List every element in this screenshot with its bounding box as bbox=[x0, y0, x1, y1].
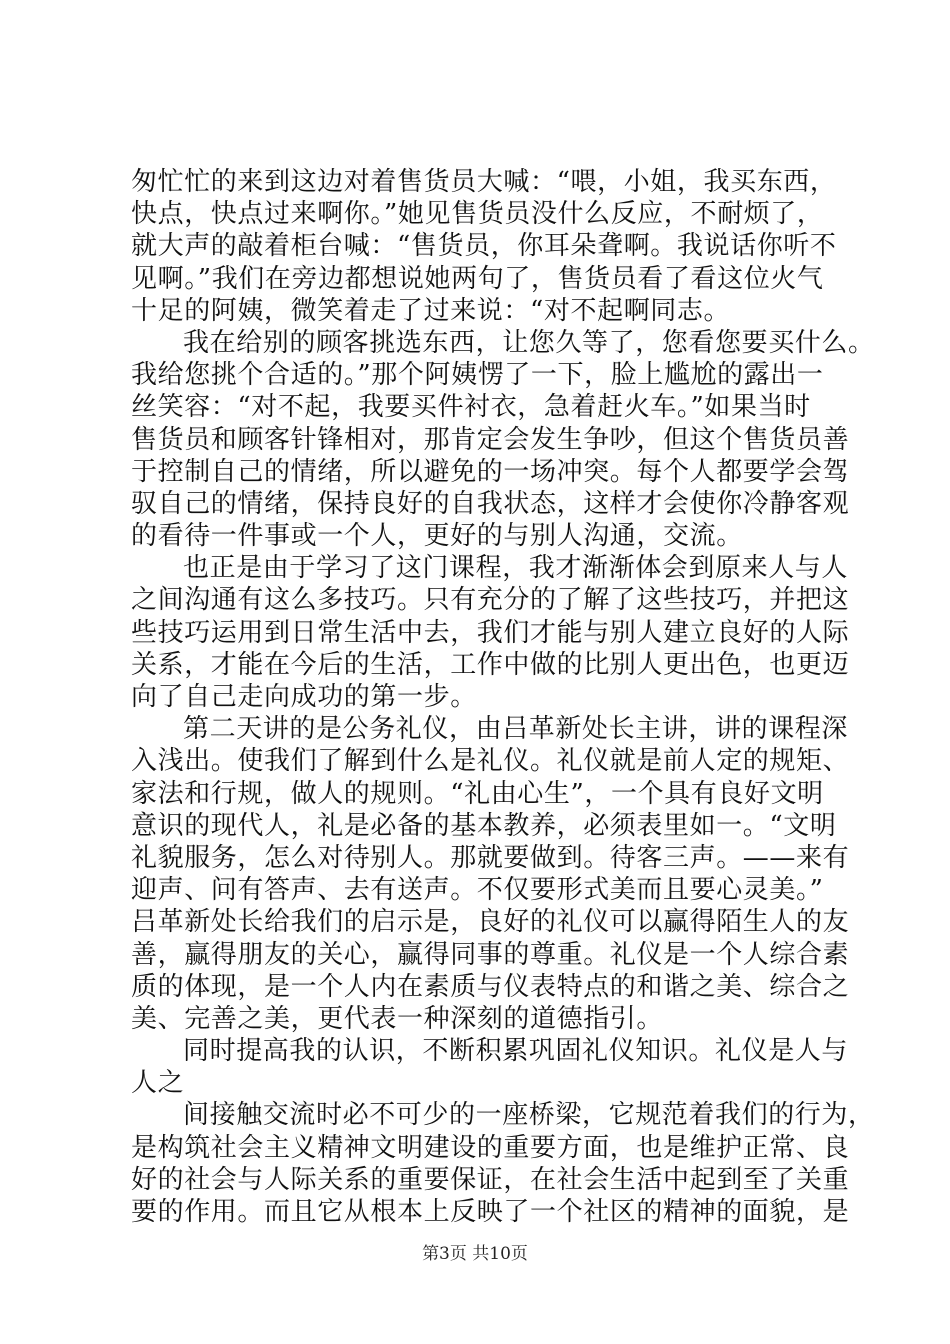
text-line: 人之 bbox=[131, 1068, 185, 1099]
text-line: 匆忙忙的来到这边对着售货员大喊：“喂，小姐，我买东西， bbox=[131, 167, 837, 197]
text-line: 质的体现，是一个人内在素质与仪表特点的和谐之美、综合之 bbox=[131, 971, 850, 1002]
text-line: 善，赢得朋友的关心，赢得同事的尊重。礼仪是一个人综合素 bbox=[131, 939, 850, 970]
text-line: 迎声、问有答声、去有送声。不仅要形式美而且要心灵美。” bbox=[131, 875, 824, 906]
text-line: 关系，才能在今后的生活，工作中做的比别人更出色，也更迈 bbox=[131, 649, 850, 680]
text-line: 些技巧运用到日常生活中去，我们才能与别人建立良好的人际 bbox=[131, 617, 850, 648]
text-line: 家法和行规，做人的规则。“礼由心生”，一个具有良好文明 bbox=[131, 778, 824, 809]
text-line: 就大声的敲着柜台喊：“售货员，你耳朵聋啊。我说话你听不 bbox=[131, 231, 837, 262]
page-footer: 第3页 共10页 bbox=[422, 1244, 528, 1264]
text-line: 见啊。”我们在旁边都想说她两句了，售货员看了看这位火气 bbox=[131, 263, 824, 294]
text-line: 也正是由于学习了这门课程，我才渐渐体会到原来人与人 bbox=[183, 553, 849, 584]
text-line: 我在给别的顾客挑选东西，让您久等了，您看您要买什么。 bbox=[183, 327, 875, 358]
text-line: 于控制自己的情绪，所以避免的一场冲突。每个人都要学会驾 bbox=[131, 456, 850, 487]
text-line: 第二天讲的是公务礼仪，由吕革新处长主讲，讲的课程深 bbox=[183, 714, 849, 745]
text-line: 间接触交流时必不可少的一座桥梁，它规范着我们的行为， bbox=[183, 1100, 875, 1131]
text-line: 是构筑社会主义精神文明建设的重要方面，也是维护正常、良 bbox=[131, 1132, 850, 1163]
text-line: 同时提高我的认识，不断积累巩固礼仪知识。礼仪是人与 bbox=[183, 1036, 849, 1067]
text-line: 意识的现代人，礼是必备的基本教养，必须表里如一。“文明 bbox=[131, 810, 837, 841]
text-line: 要的作用。而且它从根本上反映了一个社区的精神的面貌，是 bbox=[131, 1197, 850, 1227]
text-line: 的看待一件事或一个人，更好的与别人沟通，交流。 bbox=[131, 521, 743, 552]
document-body bbox=[131, 166, 875, 1228]
text-line: 入浅出。使我们了解到什么是礼仪。礼仪就是前人定的规矩、 bbox=[131, 746, 850, 777]
text-line: 丝笑容：“对不起，我要买件衬衣，急着赶火车。”如果当时 bbox=[131, 392, 811, 423]
text-line: 售货员和顾客针锋相对，那肯定会发生争吵，但这个售货员善 bbox=[131, 424, 850, 455]
text-line: 之间沟通有这么多技巧。只有充分的了解了这些技巧，并把这 bbox=[131, 585, 850, 616]
text-line: 十足的阿姨，微笑着走了过来说：“对不起啊同志。 bbox=[131, 295, 731, 326]
text-line: 驭自己的情绪，保持良好的自我状态，这样才会使你冷静客观 bbox=[131, 488, 850, 519]
text-line: 礼貌服务，怎么对待别人。那就要做到。待客三声。——来有 bbox=[131, 842, 850, 873]
text-line: 美、完善之美，更代表一种深刻的道德指引。 bbox=[131, 1003, 664, 1034]
text-line: 快点，快点过来啊你。”她见售货员没什么反应，不耐烦了， bbox=[131, 199, 824, 230]
text-line: 好的社会与人际关系的重要保证，在社会生活中起到至了关重 bbox=[131, 1164, 850, 1195]
text-line: 向了自己走向成功的第一步。 bbox=[131, 682, 477, 712]
text-line: 我给您挑个合适的。”那个阿姨愣了一下，脸上尴尬的露出一 bbox=[131, 360, 824, 391]
text-line: 吕革新处长给我们的启示是，良好的礼仪可以赢得陌生人的友 bbox=[131, 907, 850, 938]
